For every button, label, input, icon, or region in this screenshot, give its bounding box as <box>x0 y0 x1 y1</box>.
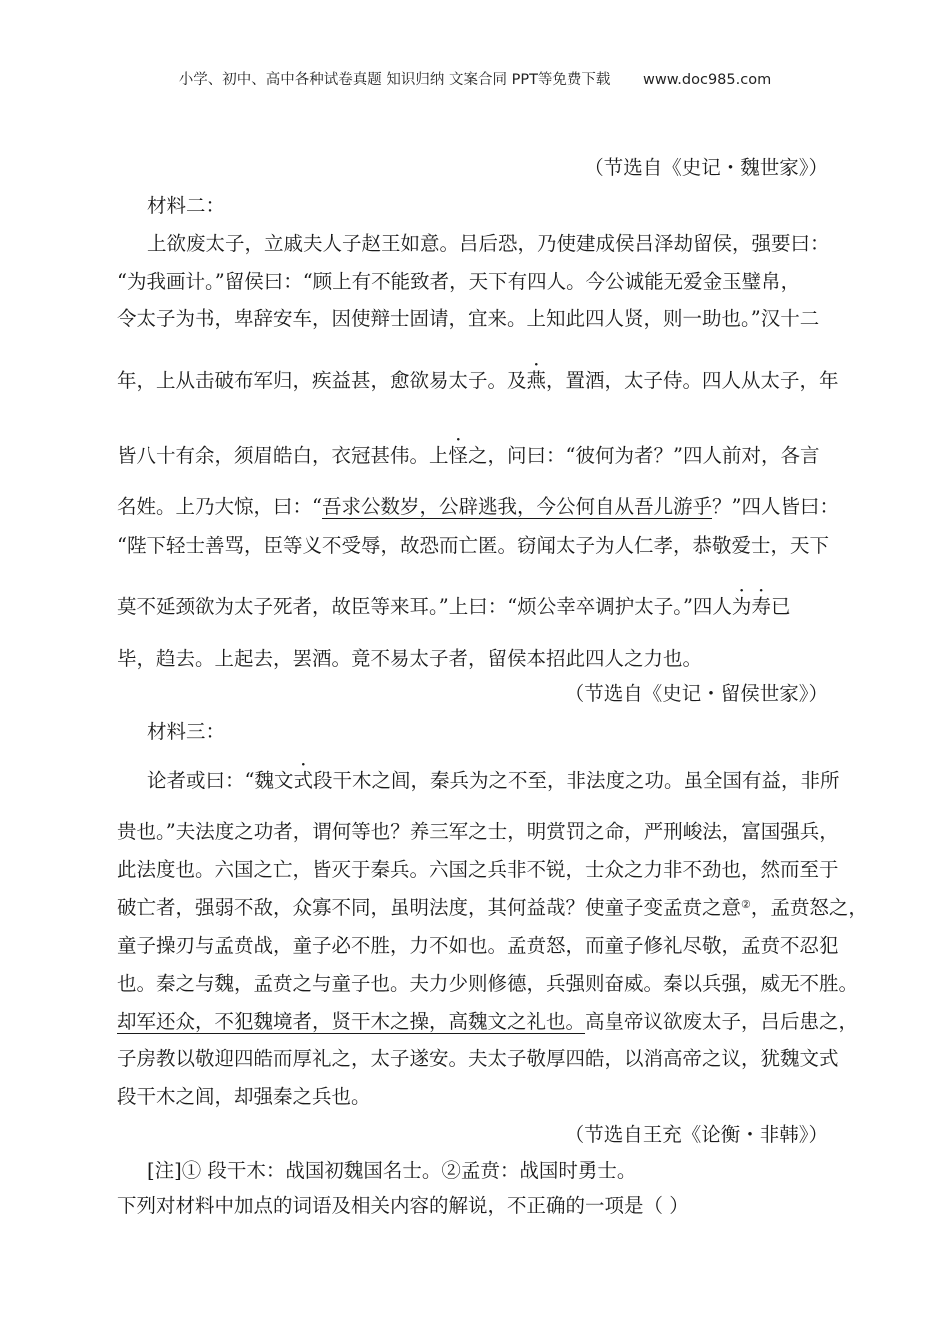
text-run: 年，上从击破布军归，疾益甚，愈欲易太子。及 <box>117 369 527 392</box>
material3-line: 子房教以敬迎四皓而厚礼之，太子遂安。夫太子敬厚四皓，以消高帝之议，犹魏文式 <box>117 1047 839 1070</box>
text-run: ，置酒，太子侍。四人从太子，年 <box>546 369 839 392</box>
material2-line: “陛下轻士善骂，臣等义不受辱，故恐而亡匿。窃闻太子为人仁孝，恭敬爱士，天下 <box>117 534 829 557</box>
material2-line: 毕，趋去。上起去，罢酒。竟不易太子者，留侯本招此四人之力也。 <box>117 647 703 670</box>
material2-line <box>117 369 839 393</box>
source-citation-3: （节选自王充《论衡・非韩》） <box>564 1123 828 1146</box>
header-site-link[interactable]: www.doc985.com <box>643 72 772 88</box>
text-run: ，孟贲怒之， <box>750 896 868 919</box>
footnote-marker: ② <box>741 898 751 911</box>
text-run: 论者或曰：“魏文 <box>147 769 294 792</box>
text-run: 名姓。上乃大惊，曰：“ <box>117 495 322 518</box>
material3-line: 此法度也。六国之亡，皆灭于秦兵。六国之兵非不锐，士众之力非不劲也，然而至于 <box>117 858 839 881</box>
material2-line: 令太子为书，卑辞安车，因使辩士固请，宜来。上知此四人贤，则一助也。”汉十二 <box>117 307 820 330</box>
text-run: 破亡者，强弱不敌，众寡不同，虽明法度，其何益哉？使童子变孟贲之意 <box>117 896 742 919</box>
text-run: 之，问曰：“彼何为者？”四人前对，各言 <box>468 444 820 467</box>
material3-line: 贵也。”夫法度之功者，谓何等也？养三军之士，明赏罚之命，严刑峻法，富国强兵， <box>117 820 839 843</box>
dotted-word: 燕 <box>526 369 547 392</box>
material3-line: 童子操刃与孟贲战，童子必不胜，力不如也。孟贲怒，而童子修礼尽敬，孟贲不忍犯 <box>117 934 839 957</box>
underlined-sentence: 吾求公数岁，公辟逃我，今公何自从吾儿游乎 <box>321 495 712 518</box>
text-run: ？”四人皆曰： <box>712 495 839 518</box>
material2-line <box>117 495 839 519</box>
material3-line: 段干木之闾，却强秦之兵也。 <box>117 1085 371 1108</box>
text-run: 莫不延颈欲为太子死者，故臣等来耳。”上曰：“烦公幸卒调护太子。”四人 <box>117 595 732 618</box>
text-run: 段干木之闾，秦兵为之不至，非法度之功。虽全国有益，非所 <box>313 769 840 792</box>
material2-title: 材料二： <box>147 194 226 217</box>
dotted-word: 寿 <box>751 595 771 618</box>
underlined-sentence: 却军还众，不犯魏境者，贤干木之操，高魏文之礼也。 <box>117 1010 586 1033</box>
question-stem: 下列对材料中加点的词语及相关内容的解说，不正确的一项是（ ） <box>117 1194 689 1217</box>
material3-line <box>117 896 868 920</box>
material3-title: 材料三： <box>147 720 226 743</box>
material2-line <box>117 444 819 468</box>
text-run: 皆八十有余，须眉皓白，衣冠甚伟。上 <box>117 444 449 467</box>
header-text: 小学、初中、高中各种试卷真题 知识归纳 文案合同 PPT等免费下载 <box>178 72 611 88</box>
material2-line: “为我画计。”留侯曰：“顾上有不能致者，天下有四人。今公诚能无爱金玉璧帛， <box>117 270 801 293</box>
source-citation-1: （节选自《史记・魏世家》） <box>584 156 828 179</box>
text-run: 高皇帝议欲废太子，吕后患之， <box>585 1010 859 1033</box>
text-run: 已 <box>770 595 791 618</box>
dotted-word: 怪 <box>448 444 469 467</box>
source-citation-2: （节选自《史记・留侯世家》） <box>564 682 828 705</box>
material3-line: 也。秦之与魏，孟贲之与童子也。夫力少则修德，兵强则奋威。秦以兵强，威无不胜。 <box>117 972 859 995</box>
page-header <box>0 68 950 89</box>
material3-line <box>117 1010 858 1034</box>
material3-line <box>147 769 840 793</box>
footnote: [注]① 段干木：战国初魏国名士。②孟贲：战国时勇士。 <box>147 1159 637 1182</box>
dotted-word: 式 <box>293 769 313 792</box>
material2-line <box>117 595 790 619</box>
dotted-word: 为 <box>731 595 752 618</box>
material2-line: 上欲废太子，立戚夫人子赵王如意。吕后恐，乃使建成侯吕泽劫留侯，强要曰： <box>147 232 830 255</box>
